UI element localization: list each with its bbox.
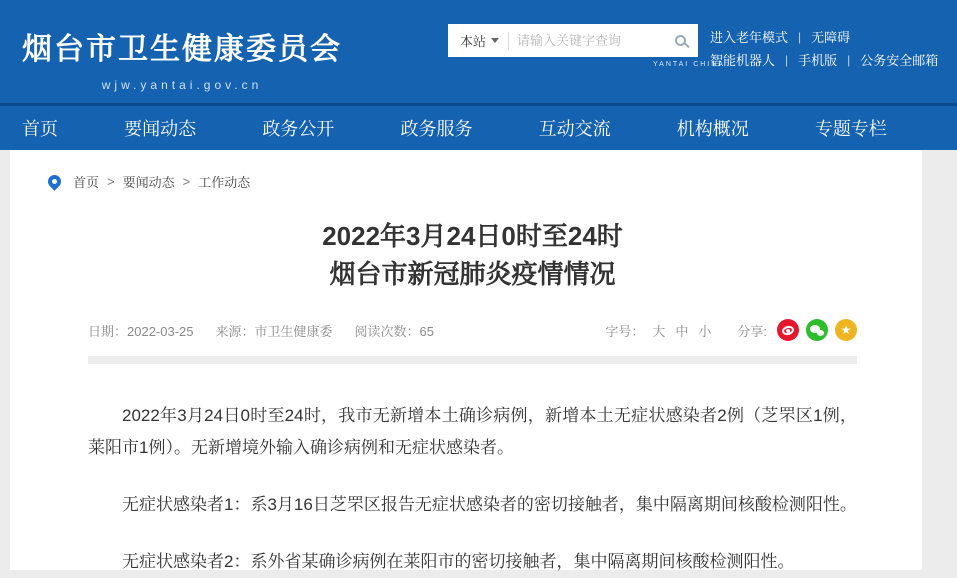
link-smart-robot[interactable]: 智能机器人 xyxy=(710,53,776,68)
meta-date: 日期：2022-03-25 xyxy=(88,323,194,339)
page-title xyxy=(88,217,857,293)
fontsize-label: 字号： xyxy=(605,323,645,339)
nav-item-gov-open[interactable]: 政务公开 xyxy=(262,119,335,139)
quick-links-row-1 xyxy=(710,25,938,48)
breadcrumb-separator: > xyxy=(182,174,191,189)
meta-views: 阅读次数：65 xyxy=(354,323,434,339)
article-meta-right xyxy=(605,319,857,341)
fontsize-medium-button[interactable]: 中 xyxy=(675,323,689,339)
article-title-line1: 2022年3月24日0时至24时 xyxy=(322,221,623,251)
nav-item-news[interactable]: 要闻动态 xyxy=(124,119,197,139)
share-weibo-button[interactable] xyxy=(777,319,799,341)
breadcrumb xyxy=(10,150,922,191)
article-meta-left xyxy=(88,321,434,340)
fontsize-small-button[interactable]: 小 xyxy=(698,323,712,339)
article xyxy=(88,217,857,578)
site-brand xyxy=(22,24,342,92)
search-button[interactable] xyxy=(662,24,698,57)
share-qzone-button[interactable] xyxy=(835,319,857,341)
share-wechat-button[interactable] xyxy=(806,319,828,341)
meta-source: 来源：市卫生健康委 xyxy=(215,323,333,339)
search-bar xyxy=(448,24,698,57)
site-title: 烟台市卫生健康委员会 xyxy=(22,33,342,66)
search-scope-dropdown[interactable] xyxy=(448,31,508,50)
article-paragraph: 无症状感染者2：系外省某确诊病例在莱阳市的密切接触者，集中隔离期间核酸检测阳性。 xyxy=(122,552,795,571)
quick-links-row-2 xyxy=(710,48,938,71)
chevron-down-icon xyxy=(491,38,499,43)
search-input[interactable] xyxy=(509,33,662,48)
fontsize-large-button[interactable]: 大 xyxy=(652,323,666,339)
article-paragraph: 2022年3月24日0时至24时，我市无新增本土确诊病例，新增本土无症状感染者2例（芝罘区1例，莱阳市1例）。无新增境外输入确诊病例和无症状感染者。 xyxy=(88,406,857,457)
nav-item-special-topics[interactable]: 专题专栏 xyxy=(814,119,887,139)
main-nav xyxy=(0,103,957,150)
link-accessibility[interactable]: 无障碍 xyxy=(811,30,851,45)
nav-item-interaction[interactable]: 互动交流 xyxy=(538,119,611,139)
site-url: wjw.yantai.gov.cn xyxy=(101,78,263,92)
link-mobile-version[interactable]: 手机版 xyxy=(798,53,838,68)
share-icons xyxy=(777,319,857,341)
link-separator: | xyxy=(847,52,851,67)
breadcrumb-separator: > xyxy=(107,174,115,189)
share-label: 分享: xyxy=(737,323,767,339)
article-meta xyxy=(88,319,857,341)
search-scope-label: 本站 xyxy=(460,34,487,49)
section-divider xyxy=(88,356,857,364)
link-separator: | xyxy=(785,52,789,67)
search-caption: YANTAI CHINA xyxy=(653,61,725,68)
wechat-icon xyxy=(810,325,824,336)
location-pin-icon xyxy=(45,172,63,190)
link-senior-mode[interactable]: 进入老年模式 xyxy=(710,30,789,45)
search-icon xyxy=(675,35,686,46)
star-icon: ★ xyxy=(840,323,852,337)
weibo-icon xyxy=(781,324,795,336)
link-separator: | xyxy=(798,29,802,44)
article-title-line2: 烟台市新冠肺炎疫情情况 xyxy=(329,259,616,289)
article-paragraph: 无症状感染者1：系3月16日芝罘区报告无症状感染者的密切接触者，集中隔离期间核酸检测阳性。 xyxy=(122,495,857,514)
site-header xyxy=(0,0,957,103)
nav-item-home[interactable]: 首页 xyxy=(22,119,58,139)
nav-item-org-overview[interactable]: 机构概况 xyxy=(676,119,749,139)
content-card xyxy=(10,150,922,570)
nav-item-gov-service[interactable]: 政务服务 xyxy=(400,119,473,139)
breadcrumb-work-dynamics[interactable]: 工作动态 xyxy=(198,175,251,190)
breadcrumb-news[interactable]: 要闻动态 xyxy=(122,175,175,190)
quick-links xyxy=(710,25,938,71)
breadcrumb-home[interactable]: 首页 xyxy=(73,175,100,190)
link-official-mail[interactable]: 公务安全邮箱 xyxy=(860,53,939,68)
